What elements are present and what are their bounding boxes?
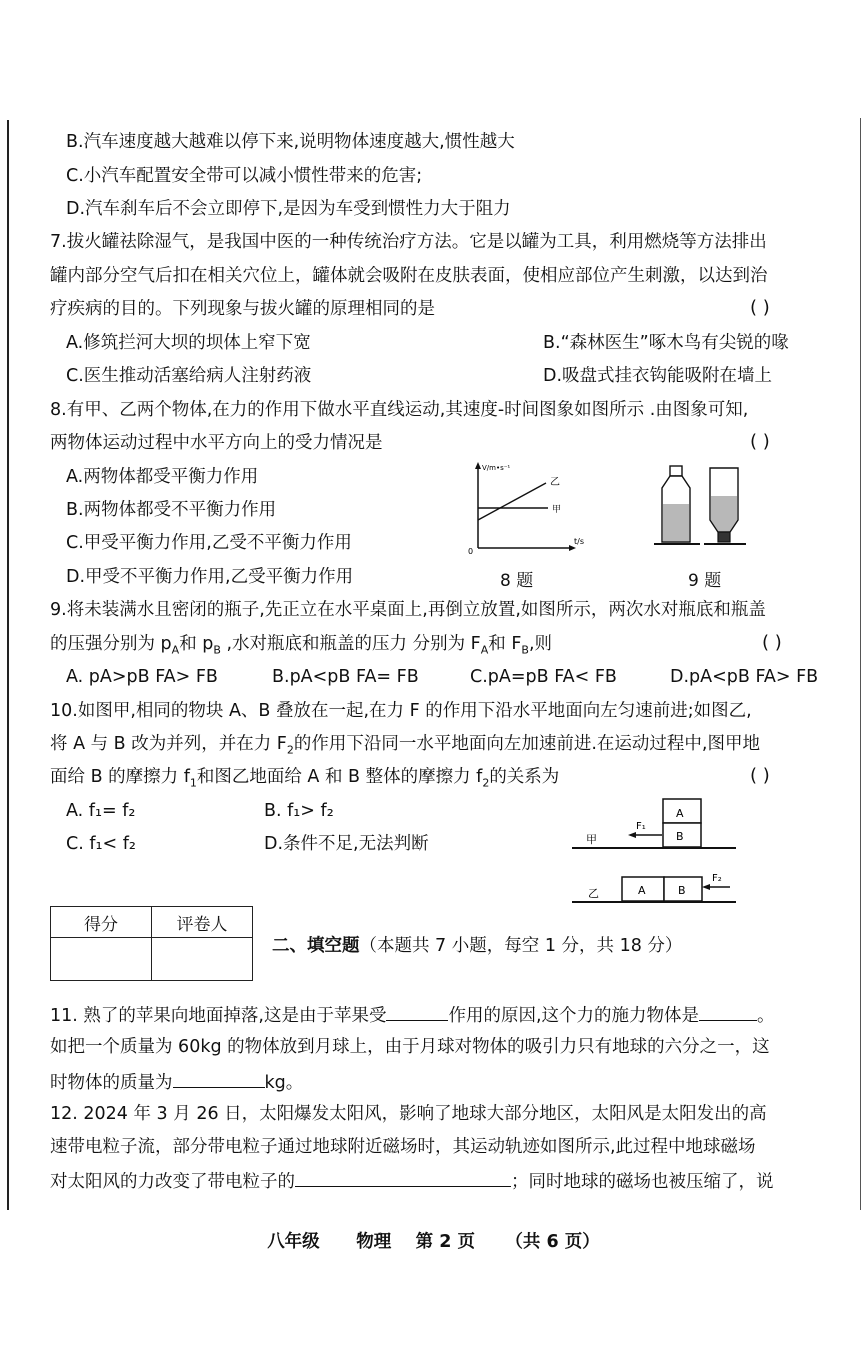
- q7-stem-line2: 罐内部分空气后扣在相关穴位上，罐体就会吸附在皮肤表面，使相应部位产生刺激，以达到治: [50, 266, 768, 286]
- grader-header: 评卷人: [152, 907, 253, 938]
- y-axis-arrow: [475, 462, 481, 469]
- yi-label-b: B: [678, 884, 686, 897]
- q9-answer-paren: ( ): [762, 632, 782, 653]
- line-yi: [478, 483, 546, 520]
- force-f1-label: F₁: [636, 821, 646, 832]
- q6-option-d: D.汽车刹车后不会立即停下,是因为车受到惯性力大于阻力: [66, 199, 511, 219]
- q10-answer-paren: ( ): [750, 765, 770, 786]
- q8-option-d: D.甲受不平衡力作用,乙受平衡力作用: [66, 567, 354, 587]
- force-f1-head: [628, 832, 636, 838]
- bottle2-water: [711, 496, 737, 531]
- jia-label: 甲: [586, 833, 597, 846]
- q10-option-d: D.条件不足,无法判断: [264, 834, 429, 854]
- label-jia: 甲: [552, 505, 562, 515]
- yi-label-a: A: [638, 884, 646, 897]
- section-2-heading: 二、填空题（本题共 7 小题，每空 1 分，共 18 分）: [272, 936, 683, 956]
- q12-blank-1[interactable]: [295, 1168, 511, 1187]
- figure8-caption: 8 题: [500, 571, 534, 591]
- q9-option-b: B.pA<pB FA= FB: [272, 667, 419, 687]
- origin-label: 0: [468, 547, 474, 556]
- bottle1-cap: [670, 466, 682, 476]
- q11-line2: 如把一个质量为 60kg 的物体放到月球上，由于月球对物体的吸引力只有地球的六分之一，这: [50, 1037, 770, 1057]
- q7-option-d: D.吸盘式挂衣钩能吸附在墙上: [543, 366, 773, 386]
- force-f2-head: [702, 884, 710, 890]
- q7-option-a: A.修筑拦河大坝的坝体上窄下宽: [66, 333, 311, 353]
- right-margin-rule: [860, 118, 861, 1210]
- q8-option-b: B.两物体都受不平衡力作用: [66, 500, 277, 520]
- score-cell[interactable]: [51, 938, 152, 981]
- q9-option-d: D.pA<pB FA> FB: [670, 667, 819, 687]
- q8-vt-graph: [462, 458, 592, 558]
- q10-stem-line1: 10.如图甲,相同的物块 A、B 叠放在一起,在力 F 的作用下沿水平地面向左匀速前进;如图乙,: [50, 701, 752, 721]
- figure9-caption: 9 题: [688, 571, 722, 591]
- label-yi: 乙: [550, 477, 560, 488]
- q10-option-b: B. f₁> f₂: [264, 801, 334, 821]
- q12-line1: 12. 2024 年 3 月 26 日，太阳爆发太阳风，影响了地球大部分地区，太阳风是太阳发出的高: [50, 1104, 767, 1124]
- grader-cell[interactable]: [152, 938, 253, 981]
- score-table: [50, 906, 253, 981]
- q12-line2: 速带电粒子流，部分带电粒子通过地球附近磁场时，其运动轨迹如图所示,此过程中地球磁场: [50, 1137, 756, 1157]
- q7-answer-paren: ( ): [750, 297, 770, 318]
- q9-option-c: C.pA=pB FA< FB: [470, 667, 617, 687]
- q10-blocks-figure: [570, 795, 740, 907]
- q9-bottles-figure: [648, 462, 748, 550]
- bottle1-water: [663, 504, 689, 541]
- q8-stem-line2: 两物体运动过程中水平方向上的受力情况是: [50, 433, 383, 453]
- q6-option-b: B.汽车速度越大越难以停下来,说明物体速度越大,惯性越大: [66, 132, 515, 152]
- q8-option-a: A.两物体都受平衡力作用: [66, 467, 259, 487]
- score-header: 得分: [51, 907, 152, 938]
- q8-option-c: C.甲受平衡力作用,乙受不平衡力作用: [66, 533, 352, 553]
- q7-option-b: B.“森林医生”啄木鸟有尖锐的喙: [543, 333, 789, 353]
- y-axis-label: V/m•s⁻¹: [482, 464, 511, 472]
- q7-stem-line1: 7.拔火罐祛除湿气，是我国中医的一种传统治疗方法。它是以罐为工具，利用燃烧等方法排出: [50, 232, 767, 252]
- q7-option-c: C.医生推动活塞给病人注射药液: [66, 366, 312, 386]
- q9-option-a: A. pA>pB FA> FB: [66, 667, 218, 687]
- q10-option-a: A. f₁= f₂: [66, 801, 136, 821]
- yi-label: 乙: [588, 887, 599, 900]
- bottle2-cap: [718, 532, 730, 542]
- x-axis-label: t/s: [574, 537, 584, 546]
- q8-stem-line1: 8.有甲、乙两个物体,在力的作用下做水平直线运动,其速度-时间图象如图所示 .由图象可知,: [50, 400, 749, 420]
- q6-option-c: C.小汽车配置安全带可以减小惯性带来的危害;: [66, 166, 423, 186]
- q8-answer-paren: ( ): [750, 431, 770, 452]
- q10-stem-line3: 面给 B 的摩擦力 $f_1$和图乙地面给 A 和 B 整体的摩擦力 $f_2$的关系为: [50, 767, 560, 790]
- page-footer: 八年级 物理 第 2 页 （共 6 页）: [267, 1232, 600, 1252]
- force-f2-label: F₂: [712, 873, 722, 884]
- q10-option-c: C. f₁< f₂: [66, 834, 136, 854]
- q11-blank-2[interactable]: [699, 1002, 757, 1021]
- jia-label-b: B: [676, 830, 684, 843]
- jia-label-a: A: [676, 807, 684, 820]
- q12-line3: 对太阳风的力改变了带电粒子的 ；同时地球的磁场也被压缩了，说: [50, 1168, 774, 1194]
- q11-blank-3[interactable]: [173, 1069, 265, 1088]
- q7-stem-line3: 疗疾病的目的。下列现象与拔火罐的原理相同的是: [50, 299, 435, 319]
- q9-stem-line2: 的压强分别为 $p_A$和 $p_B$ ,水对瓶底和瓶盖的压力 分别为 $F_A$和 $F_B$,则: [50, 634, 553, 657]
- q11-line3: 时物体的质量为 kg。: [50, 1069, 303, 1095]
- q10-stem-line2: 将 A 与 B 改为并列，并在力 $F_2$的作用下沿同一水平地面向左加速前进.在运动过程中,图甲地: [50, 734, 760, 757]
- left-margin-rule: [7, 120, 9, 1210]
- q11-blank-1[interactable]: [386, 1002, 448, 1021]
- q11-line1: 11. 熟了的苹果向地面掉落,这是由于苹果受 作用的原因,这个力的施力物体是 。: [50, 1002, 775, 1028]
- q9-stem-line1: 9.将未装满水且密闭的瓶子,先正立在水平桌面上,再倒立放置,如图所示，两次水对瓶底和瓶盖: [50, 600, 766, 620]
